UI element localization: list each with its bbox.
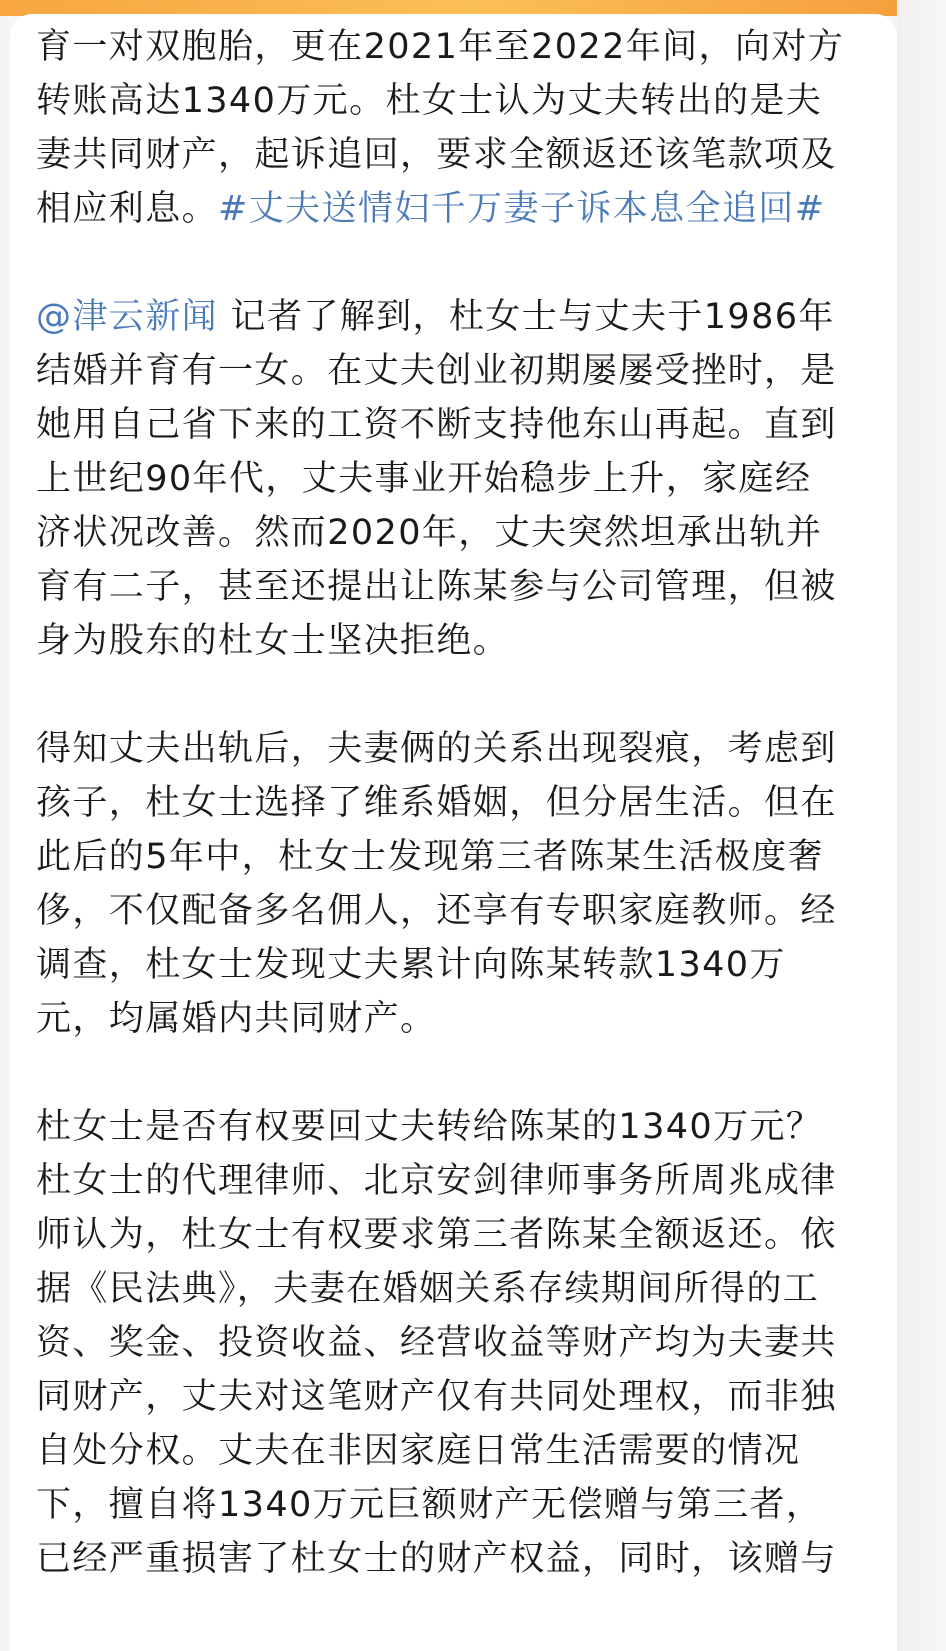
text-line: 育有二子，甚至还提出让陈某参与公司管理，但被 [36,567,837,607]
text-line: 结婚并育有一女。在丈夫创业初期屡屡受挫时，是 [36,351,837,391]
paragraph-1 [36,20,886,236]
text-line: 侈，不仅配备多名佣人，还享有专职家庭教师。经 [36,891,837,931]
text-line: 她用自己省下来的工资不断支持他东山再起。直到 [36,405,837,445]
text-segment: 相应利息。 [36,189,219,229]
text-line: 得知丈夫出轨后，夫妻俩的关系出现裂痕，考虑到 [36,729,837,769]
text-line [36,290,886,344]
paragraph-3 [36,722,886,1046]
text-line: 转账高达1340万元。杜女士认为丈夫转出的是夫 [36,81,823,121]
text-line: 此后的5年中，杜女士发现第三者陈某生活极度奢 [36,837,825,877]
text-line: 调查，杜女士发现丈夫累计向陈某转款1340万 [36,945,786,985]
text-line: 已经严重损害了杜女士的财产权益，同时，该赠与 [36,1539,837,1579]
text-line: 杜女士的代理律师、北京安剑律师事务所周兆成律 [36,1161,837,1201]
text-line: 同财产，丈夫对这笔财产仅有共同处理权，而非独 [36,1377,837,1417]
hashtag-link[interactable]: #丈夫送情妇千万妻子诉本息全追回# [218,189,826,229]
paragraph-gap [36,668,886,722]
text-line: 据《民法典》，夫妻在婚姻关系存续期间所得的工 [36,1269,820,1309]
text-line: 孩子，杜女士选择了维系婚姻，但分居生活。但在 [36,783,837,823]
text-line: 自处分权。丈夫在非因家庭日常生活需要的情况 [36,1431,801,1471]
text-line: 济状况改善。然而2020年，丈夫突然坦承出轨并 [36,513,823,553]
text-line: 杜女士是否有权要回丈夫转给陈某的1340万元？ [36,1107,823,1147]
post-body [36,20,886,1586]
paragraph-4 [36,1100,886,1586]
text-line: 育一对双胞胎，更在2021年至2022年间，向对方 [36,27,845,67]
text-line: 资、奖金、投资收益、经营收益等财产均为夫妻共 [36,1323,837,1363]
post-card [10,14,897,1651]
right-side-margin [897,0,946,1651]
text-segment: 记者了解到，杜女士与丈夫于1986年 [218,297,835,337]
paragraph-gap [36,1046,886,1100]
text-line: 师认为，杜女士有权要求第三者陈某全额返还。依 [36,1215,837,1255]
text-line: 妻共同财产，起诉追回，要求全额返还该笔款项及 [36,135,837,175]
text-line [36,182,886,236]
text-line: 元，均属婚内共同财产。 [36,999,437,1039]
paragraph-2 [36,290,886,668]
paragraph-gap [36,236,886,290]
mention-link[interactable]: @津云新闻 [36,297,219,337]
text-line: 上世纪90年代，丈夫事业开始稳步上升，家庭经 [36,459,812,499]
text-line: 下，擅自将1340万元巨额财产无偿赠与第三者， [36,1485,823,1525]
text-line: 身为股东的杜女士坚决拒绝。 [36,621,510,661]
